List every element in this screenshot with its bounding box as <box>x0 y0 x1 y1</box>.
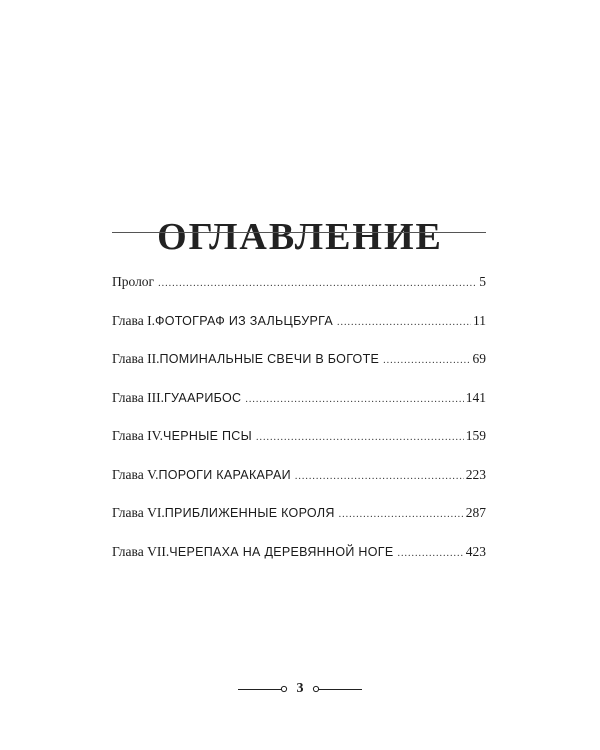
page-title: ОГЛАВЛЕНИЕ <box>157 216 443 259</box>
toc-entry-label: Глава V. <box>112 466 159 482</box>
toc-entry-page: 69 <box>472 351 486 366</box>
page-folio <box>0 680 600 700</box>
toc-entry-prologue[interactable] <box>112 272 486 296</box>
curl-ornament-icon <box>280 685 288 693</box>
toc-entry-label: Пролог <box>112 274 155 289</box>
toc-entry-page: 141 <box>465 389 486 405</box>
toc-entry-page: 5 <box>479 274 486 289</box>
toc-entry-chapter-2[interactable] <box>112 349 486 373</box>
toc-entry-title: ПРИБЛИЖЕННЫЕ КОРОЛЯ <box>164 506 335 520</box>
toc-entry-label: Глава II. <box>112 351 160 366</box>
toc-entry-label: Глава VII. <box>112 543 170 559</box>
toc-entry-chapter-4[interactable] <box>112 426 486 450</box>
toc-entry-page: 223 <box>465 466 486 482</box>
toc-entry-page: 11 <box>473 312 486 328</box>
toc-entry-chapter-1[interactable] <box>112 311 486 335</box>
toc-entry-chapter-7[interactable] <box>112 542 486 566</box>
folio-rule-left <box>238 689 282 690</box>
toc-entry-chapter-5[interactable] <box>112 465 486 489</box>
toc-entry-title: ЧЕРНЫЕ ПСЫ <box>162 429 252 443</box>
toc-dot-leader <box>383 351 470 371</box>
toc-entry-title: ПОМИНАЛЬНЫЕ СВЕЧИ В БОГОТЕ <box>159 352 380 366</box>
title-rule <box>112 232 486 233</box>
toc-entry-label: Глава III. <box>112 389 164 405</box>
toc-entry-title: ГУААРИБОС <box>163 390 242 405</box>
toc-entry-label: Глава IV. <box>112 428 163 443</box>
toc-dot-leader <box>295 467 464 487</box>
toc-entry-title: ФОТОГРАФ ИЗ ЗАЛЬЦБУРГА <box>154 313 334 328</box>
table-of-contents <box>112 272 486 580</box>
toc-entry-page: 423 <box>465 543 486 559</box>
toc-entry-chapter-3[interactable] <box>112 388 486 412</box>
toc-dot-leader <box>397 544 463 564</box>
toc-entry-page: 287 <box>465 505 486 520</box>
toc-dot-leader <box>337 313 471 333</box>
toc-dot-leader <box>158 274 477 294</box>
toc-entry-chapter-6[interactable] <box>112 503 486 527</box>
toc-entry-title: ПОРОГИ КАРАКАРАИ <box>158 467 291 482</box>
folio-rule-right <box>318 689 362 690</box>
toc-dot-leader <box>339 505 464 525</box>
toc-entry-page: 159 <box>465 428 486 443</box>
toc-entry-title: ЧЕРЕПАХА НА ДЕРЕВЯННОЙ НОГЕ <box>169 544 394 559</box>
toc-dot-leader <box>256 428 464 448</box>
toc-entry-label: Глава VI. <box>112 505 165 520</box>
toc-entry-label: Глава I. <box>112 312 155 328</box>
toc-dot-leader <box>245 390 463 410</box>
page-number: 3 <box>296 681 304 696</box>
